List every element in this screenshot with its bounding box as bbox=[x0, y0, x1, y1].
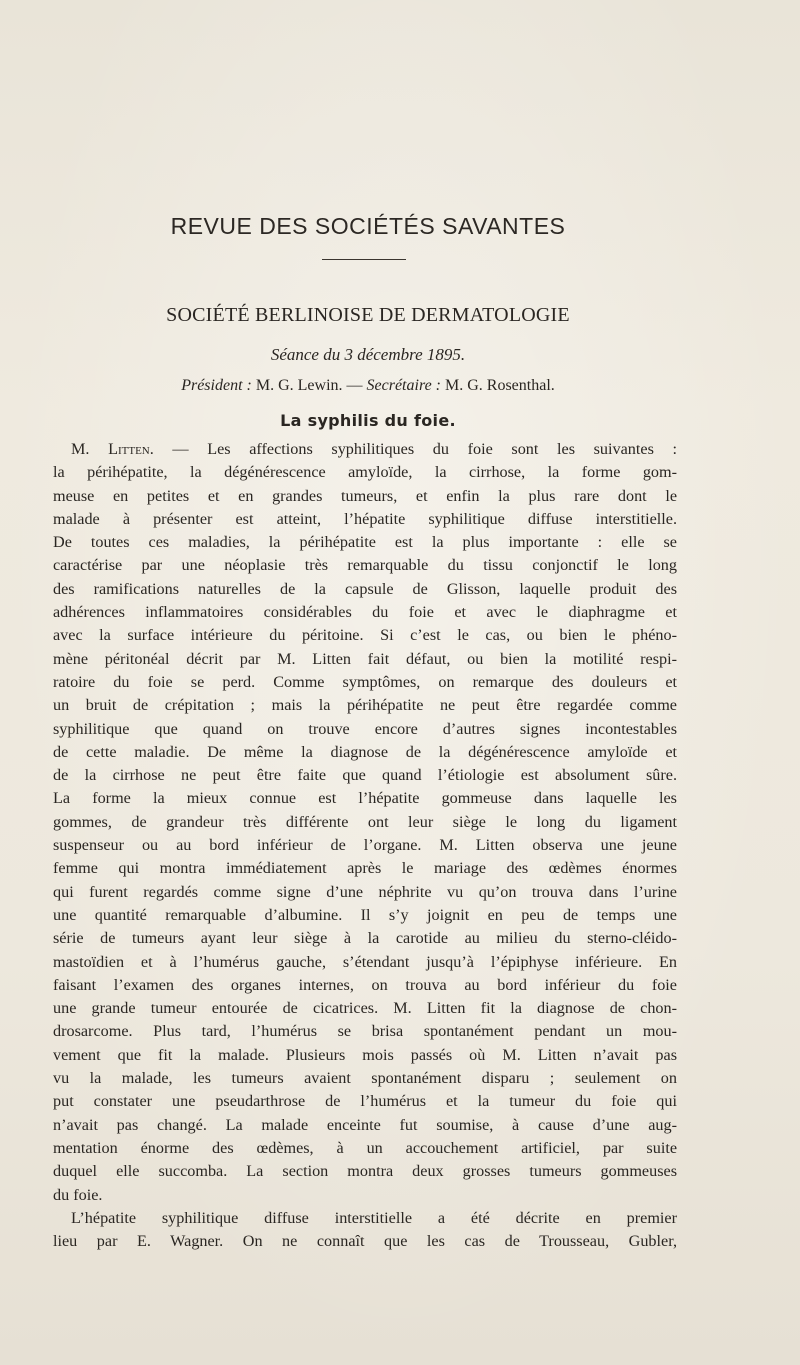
text-line: la périhépatite, la dégénérescence amyloïde, la cirrhose, la forme gom- bbox=[53, 463, 677, 482]
journal-section-title: REVUE DES SOCIÉTÉS SAVANTES bbox=[170, 213, 566, 239]
text-line: gommes, de grandeur très différente ont leur siège le long du ligament bbox=[53, 812, 677, 831]
text-line: série de tumeurs ayant leur siège à la carotide au milieu du sterno-cléido- bbox=[53, 929, 677, 948]
text-line: qui furent regardés comme signe d’une néphrite vu qu’on trouva dans l’urine bbox=[53, 882, 677, 901]
text-line: malade à présenter est atteint, l’hépatite syphilitique diffuse interstitielle. bbox=[53, 509, 677, 528]
text-line: de cette maladie. De même la diagnose de la dégénérescence amyloïde et bbox=[53, 742, 677, 761]
secretary-name: M. G. Rosenthal. bbox=[445, 377, 555, 394]
text-line-content: — Les affections syphilitiques du foie sont les suivantes : bbox=[153, 440, 678, 458]
text-line: mène péritonéal décrit par M. Litten fait défaut, ou bien la motilité respi- bbox=[53, 649, 677, 668]
text-line: meuse en petites et en grandes tumeurs, et enfin la plus rare dont le bbox=[53, 486, 677, 505]
text-line: vu la malade, les tumeurs avaient spontanément disparu ; seulement on bbox=[53, 1069, 677, 1088]
text-line: put constater une pseudarthrose de l’humérus et la tumeur du foie qui bbox=[53, 1092, 677, 1111]
speaker-name: M. Litten. bbox=[71, 440, 154, 458]
text-line: L’hépatite syphilitique diffuse interstitielle a été décrite en premier bbox=[71, 1208, 677, 1227]
text-line: caractérise par une néoplasie très remarquable du tissu conjonctif le long bbox=[53, 556, 677, 575]
text-line: une quantité remarquable d’albumine. Il s’y joignit en peu de temps une bbox=[53, 905, 677, 924]
text-line bbox=[53, 438, 677, 461]
officers-separator: — bbox=[342, 377, 367, 394]
text-line: mentation énorme des œdèmes, à un accouchement artificiel, par suite bbox=[53, 1138, 677, 1157]
officers-line bbox=[0, 377, 736, 395]
text-line: drosarcome. Plus tard, l’humérus se brisa spontanément pendant un mou- bbox=[53, 1022, 677, 1041]
text-line: vement que fit la malade. Plusieurs mois passés où M. Litten n’avait pas bbox=[53, 1045, 677, 1064]
text-line: ratoire du foie se perd. Comme symptômes, on remarque des douleurs et bbox=[53, 672, 677, 691]
text-line: un bruit de crépitation ; mais la périhépatite ne peut être regardée comme bbox=[53, 696, 677, 715]
text-line: de la cirrhose ne peut être faite que quand l’étiologie est absolument sûre. bbox=[53, 766, 677, 785]
president-label: Président : bbox=[181, 377, 252, 394]
secretary-label: Secrétaire : bbox=[366, 377, 441, 394]
text-line: du foie. bbox=[53, 1185, 103, 1204]
text-line: lieu par E. Wagner. On ne connaît que les cas de Trousseau, Gubler, bbox=[53, 1232, 677, 1251]
text-line: une grande tumeur entourée de cicatrices. M. Litten fit la diagnose de chon- bbox=[53, 999, 677, 1018]
text-line: De toutes ces maladies, la périhépatite est la plus importante : elle se bbox=[53, 533, 677, 552]
text-line: faisant l’examen des organes internes, on trouva au bord inférieur du foie bbox=[53, 975, 677, 994]
title-divider bbox=[322, 259, 406, 260]
text-line: syphilitique que quand on trouve encore d’autres signes incontestables bbox=[53, 719, 677, 738]
text-line: La forme la mieux connue est l’hépatite gommeuse dans laquelle les bbox=[53, 789, 677, 808]
society-name: SOCIÉTÉ BERLINOISE DE DERMATOLOGIE bbox=[166, 304, 570, 326]
text-line: mastoïdien et à l’humérus gauche, s’étendant jusqu’à l’épiphyse inférieure. En bbox=[53, 952, 677, 971]
article-title: La syphilis du foie. bbox=[280, 411, 456, 430]
text-line: n’avait pas changé. La malade enceinte fut soumise, à cause d’une aug- bbox=[53, 1115, 677, 1134]
text-line: des ramifications naturelles de la capsule de Glisson, laquelle produit des bbox=[53, 579, 677, 598]
text-line: suspenseur ou au bord inférieur de l’organe. M. Litten observa une jeune bbox=[53, 836, 677, 855]
article-body bbox=[53, 438, 677, 1253]
session-date: Séance du 3 décembre 1895. bbox=[270, 345, 466, 364]
text-line: avec la surface intérieure du péritoine. Si c’est le cas, ou bien le phéno- bbox=[53, 626, 677, 645]
text-line: femme qui montra immédiatement après le mariage des œdèmes énormes bbox=[53, 859, 677, 878]
text-line: duquel elle succomba. La section montra deux grosses tumeurs gommeuses bbox=[53, 1162, 677, 1181]
text-line: adhérences inflammatoires considérables du foie et avec le diaphragme et bbox=[53, 603, 677, 622]
president-name: M. G. Lewin. bbox=[255, 377, 343, 394]
